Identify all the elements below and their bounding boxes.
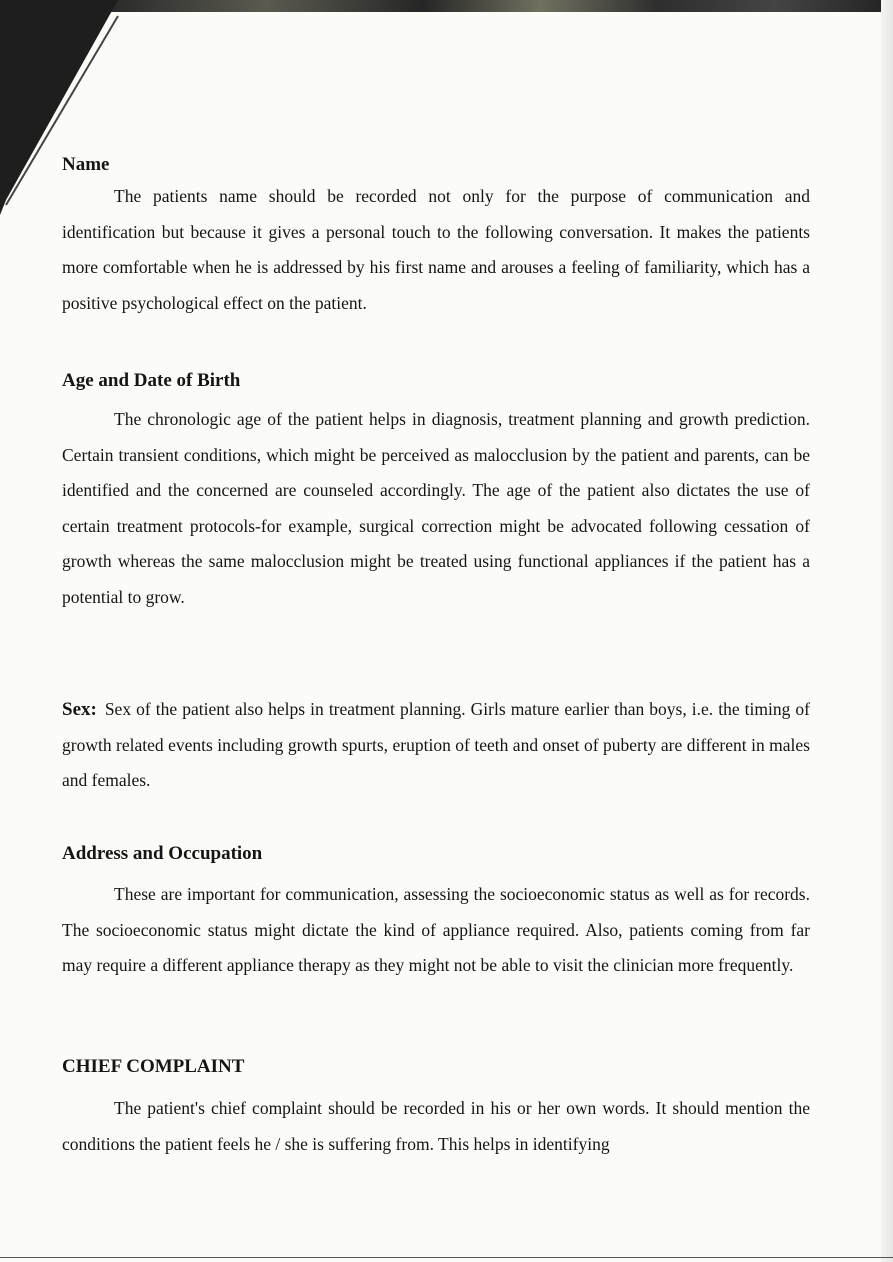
section-text-address: These are important for communication, assessing the socioeconomic status as well as for records. The socioeconomic status might dictate the kind of appliance required. Also, patients coming from far may require a different appliance therapy as they might not be able to visit the clinician more frequently. bbox=[62, 884, 810, 975]
section-heading-sex: Sex: bbox=[62, 699, 97, 720]
section-text-chief-complaint: The patient's chief complaint should be recorded in his or her own words. It should mention the conditions the patient feels he / she is suffering from. This helps in identifying bbox=[62, 1098, 810, 1154]
top-edge-shadow bbox=[110, 0, 893, 12]
section-text-age: The chronologic age of the patient helps in diagnosis, treatment planning and growth prediction. Certain transient conditions, which might be perceived as malocclusion by the patient and parents, can be identified and the concerned are counseled accordingly. The age of the patient also dictates the use of certain treatment protocols-for example, surgical correction might be advocated following cessation of growth whereas the same malocclusion might be treated using functional appliances if the patient has a potential to grow. bbox=[62, 409, 810, 607]
section-heading-chief-complaint: CHIEF COMPLAINT bbox=[62, 1056, 245, 1077]
bottom-edge bbox=[0, 1257, 893, 1258]
section-heading-name: Name bbox=[62, 154, 110, 175]
section-heading-address: Address and Occupation bbox=[62, 843, 263, 864]
right-page-edge bbox=[881, 0, 893, 1262]
section-heading-age: Age and Date of Birth bbox=[62, 370, 241, 391]
section-text-name: The patients name should be recorded not only for the purpose of communication and identification but because it gives a personal touch to the following conversation. It makes the patients more comfortable when he is addressed by his first name and arouses a feeling of familiarity, which has a positive psychological effect on the patient. bbox=[62, 186, 810, 313]
section-text-sex: Sex: Sex of the patient also helps in treatment planning. Girls mature earlier than boys, i.e. the timing of growth related events including growth spurts, eruption of teeth and onset of puberty are different in males and females. bbox=[62, 699, 810, 790]
